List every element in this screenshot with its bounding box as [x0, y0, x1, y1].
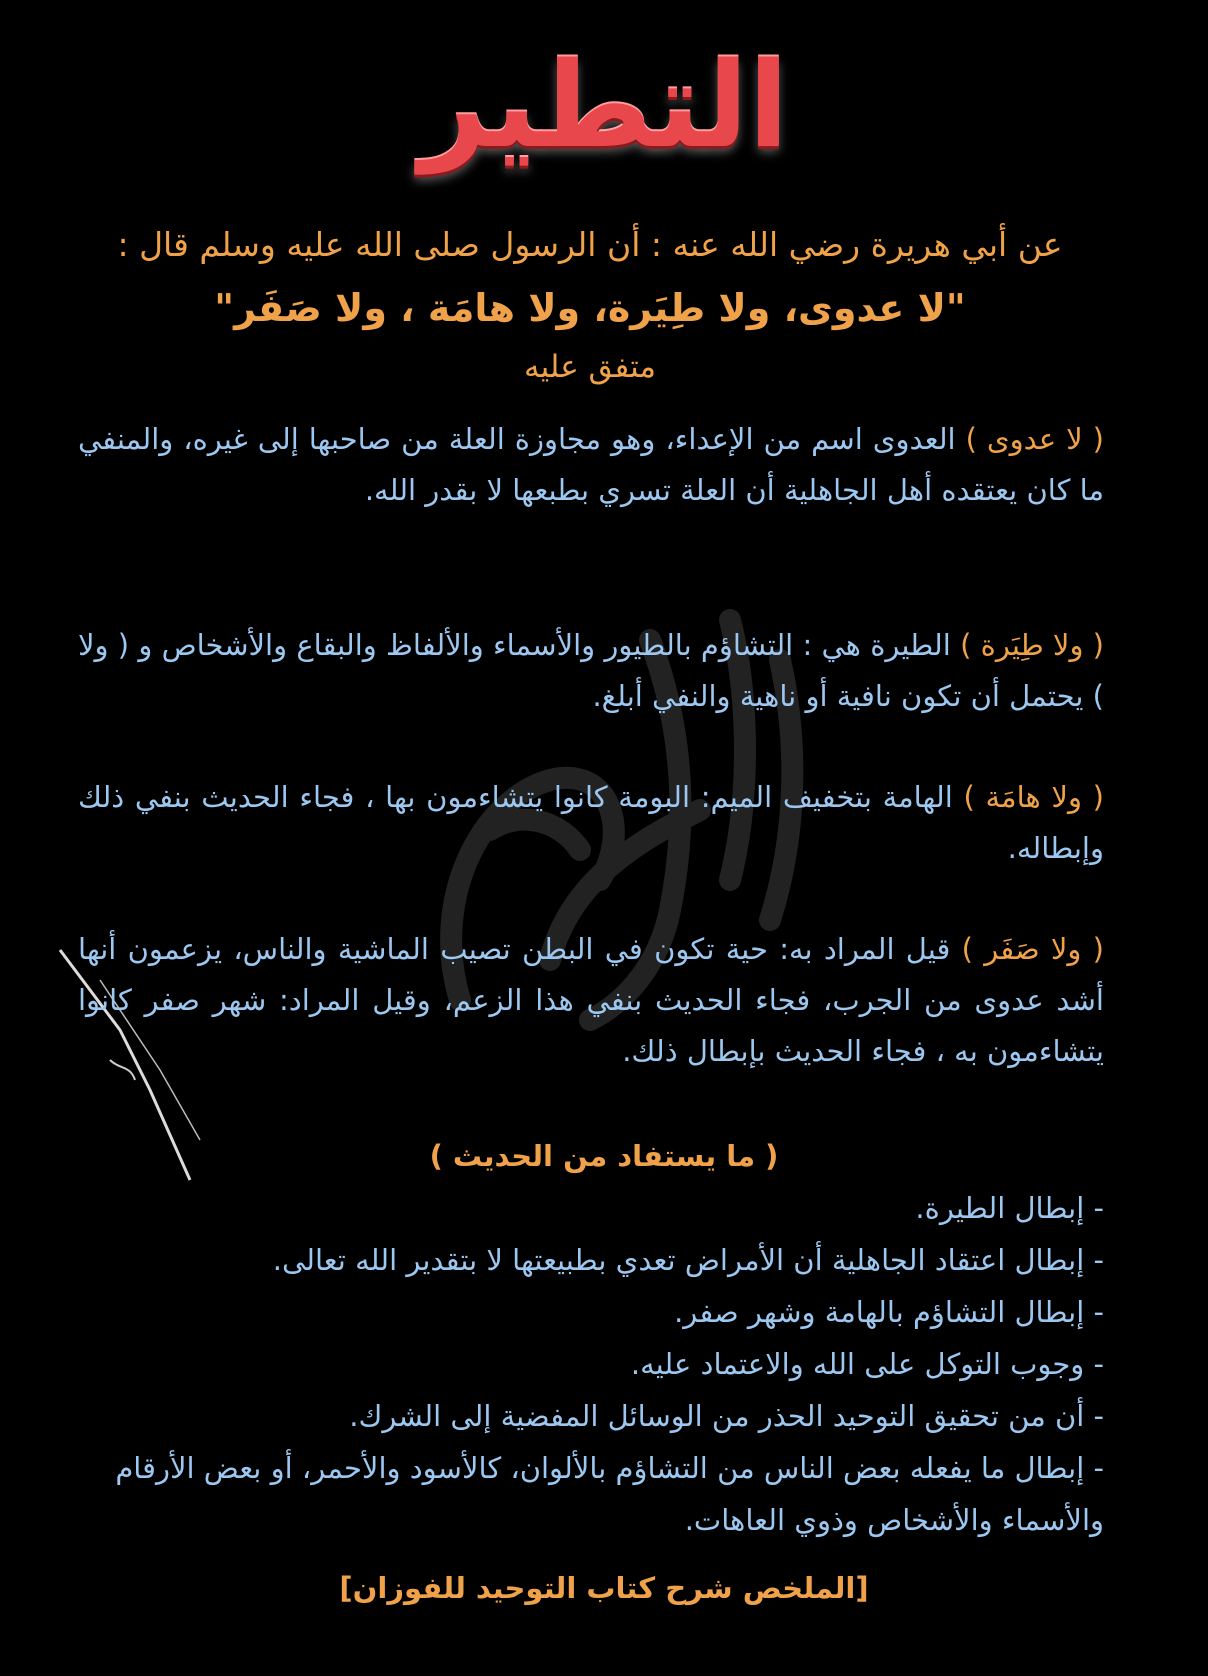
benefits-list	[78, 1182, 1104, 1546]
explanation-tiyara	[78, 620, 1104, 722]
explanation-term: ( ولا هامَة )	[963, 780, 1104, 814]
page-title: التطير	[419, 36, 789, 174]
explanation-term: ( ولا صَفَر )	[961, 932, 1104, 966]
list-item: - إبطال اعتقاد الجاهلية أن الأمراض تعدي بطبيعتها لا بتقدير الله تعالى.	[272, 1243, 1104, 1277]
hadith-text: "لا عدوى، ولا طِيَرة، ولا هامَة ، ولا صَفَر"	[214, 286, 966, 330]
hadith-intro: عن أبي هريرة رضي الله عنه : أن الرسول صلى الله عليه وسلم قال :	[117, 225, 1063, 264]
explanation-text: الطيرة هي : التشاؤم بالطيور والأسماء والألفاظ والبقاع والأشخاص و ( ولا ) يحتمل أن تكون نافية أو ناهية والنفي أبلغ.	[78, 628, 1104, 713]
explanation-text: العدوى اسم من الإعداء، وهو مجاوزة العلة من صاحبها إلى غيره، والمنفي ما كان يعتقده أهل الجاهلية أن العلة تسري بطبعها لا بقدر الله.	[78, 422, 1104, 507]
list-item: - إبطال ما يفعله بعض الناس من التشاؤم بالألوان، كالأسود والأحمر، أو بعض الأرقام والأسماء والأشخاص وذوي العاهات.	[115, 1451, 1104, 1537]
list-item: - إبطال التشاؤم بالهامة وشهر صفر.	[674, 1295, 1104, 1329]
benefits-heading: ( ما يستفاد من الحديث )	[429, 1139, 779, 1173]
explanation-text: قيل المراد به: حية تكون في البطن تصيب الماشية والناس، يزعمون أنها أشد عدوى من الجرب، فجاء الحديث بنفي هذا الزعم، وقيل المراد: شهر صفر كانوا يتشاءمون به ، فجاء الحديث بإبطال ذلك.	[78, 932, 1104, 1068]
explanation-safar	[78, 924, 1104, 1077]
source-reference: [الملخص شرح كتاب التوحيد للفوزان]	[339, 1571, 869, 1605]
explanation-no-contagion	[78, 414, 1104, 516]
explanation-term: ( لا عدوى )	[965, 422, 1104, 456]
list-item: - وجوب التوكل على الله والاعتماد عليه.	[630, 1347, 1104, 1381]
explanation-text: الهامة بتخفيف الميم: البومة كانوا يتشاءمون بها ، فجاء الحديث بنفي ذلك وإبطاله.	[78, 780, 1104, 865]
explanation-hama	[78, 772, 1104, 874]
explanation-term: ( ولا طِيَرة )	[960, 628, 1104, 662]
list-item: - أن من تحقيق التوحيد الحذر من الوسائل المفضية إلى الشرك.	[349, 1399, 1104, 1433]
hadith-source: متفق عليه	[523, 349, 657, 385]
list-item: - إبطال الطيرة.	[915, 1191, 1104, 1225]
